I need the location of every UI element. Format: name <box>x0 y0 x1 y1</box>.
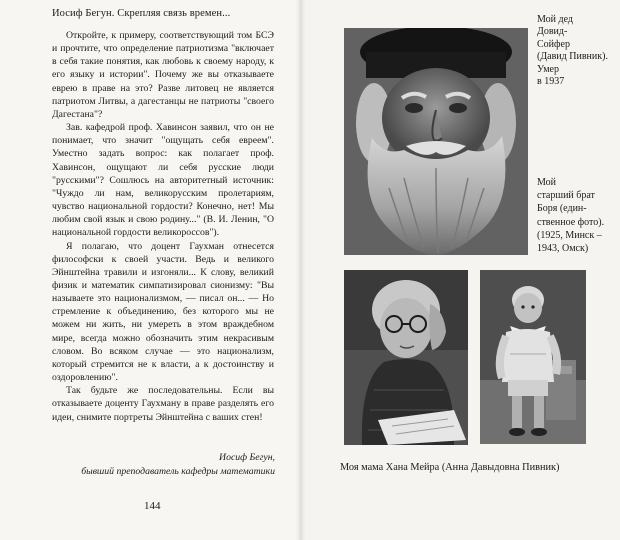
caption-line: Мой <box>537 177 556 188</box>
caption-line: (Давид Пивник). <box>537 51 608 63</box>
brother-photo <box>480 270 586 444</box>
caption-line: Мой дед <box>537 14 573 25</box>
page-number: 144 <box>144 500 161 512</box>
body-text <box>52 29 274 424</box>
caption-line: старший брат <box>537 190 595 202</box>
mother-photo <box>344 270 468 445</box>
grandfather-photo <box>344 28 528 255</box>
caption-line: в 1937 <box>537 76 565 88</box>
paragraph: Я полагаю, что доцент Гаухман отнесется философски к своей участи. Ведь и великого Эйнштейна травили и изгоняли... К слову, великий физик и математик симпатизировал сионизму: "Вы называете это национализмом, — писал он... — Но стремление к объединению, без которого мы не можем ни жить, ни умереть в этом враждебном мире, всегда можно обозначить этим некрасивым словом. Во всяком случае — это национализм, который стремится не к власти, а к достоинству и оздоровлению". <box>52 240 274 384</box>
caption-line: Боря (един- <box>537 203 587 215</box>
caption-line: Довид- <box>537 26 568 38</box>
running-head: Иосиф Бегун. Скрепляя связь времен... <box>52 8 231 19</box>
signature <box>65 451 275 478</box>
signature-name: Иосиф Бегун, <box>219 452 275 463</box>
signature-title: бывший преподаватель кафедры математики <box>81 465 275 477</box>
paragraph: Зав. кафедрой проф. Хавинсон заявил, что он не понимает, что значит "ощущать себя евреем". Уместно задать вопрос: как полагает проф. Хавинсон, ощущают ли себя русские люди "русскими"? Сошлюсь на авторитетный источник: "Чуждо ли нам, великорусским пролетариям, чувство национальной гордости? Конечно, нет! Мы любим свой язык и свою родину..." (В. И. Ленин, "О национальной гордости великороссов"). <box>52 122 274 239</box>
caption-line: (1925, Минск – <box>537 229 602 241</box>
paragraph: Так будьте же последовательны. Если вы отказываете доценту Гаухману в праве разделять его идеи, снимите портреты Эйнштейна с ваших стен! <box>52 385 274 423</box>
paragraph: Откройте, к примеру, соответствующий том БСЭ и прочтите, что определение патриотизма "включает в себя такие понятия, как любовь к своему народу, к его языку и истории". Почему же вы отказываете еврею в праве на это? Разве литовец не является патриотом Литвы, а дагестанцы не патриоты "своего Дагестана"? <box>52 30 274 120</box>
caption-line: ственное фото). <box>537 216 605 228</box>
caption-line: 1943, Омск) <box>537 243 589 255</box>
mother-caption: Моя мама Хана Мейра (Анна Давыдовна Пивник) <box>340 462 560 473</box>
caption-line: Умер <box>537 63 559 75</box>
grandfather-caption <box>537 14 615 88</box>
brother-caption <box>537 176 617 255</box>
caption-line: Сойфер <box>537 38 570 50</box>
book-gutter <box>296 0 306 540</box>
